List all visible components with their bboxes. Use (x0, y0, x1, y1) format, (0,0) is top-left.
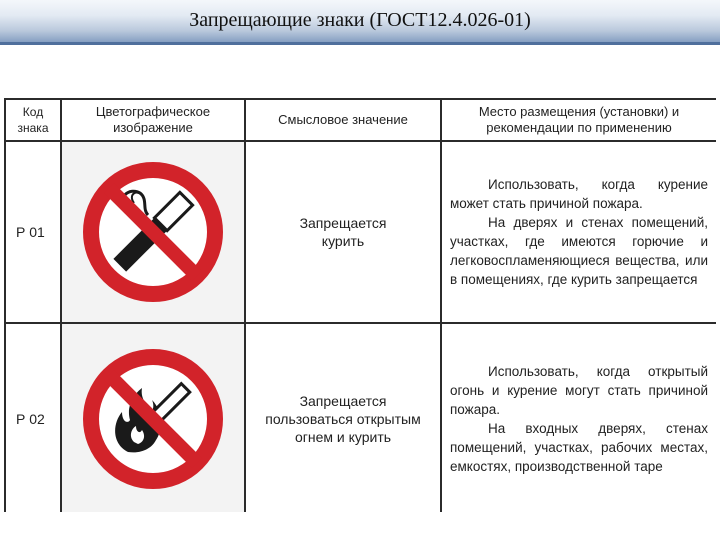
table-row (5, 323, 716, 512)
sign-code: Р 02 (5, 323, 61, 512)
no-open-flame-no-smoking-sign-icon (78, 344, 228, 494)
sign-placement-recommendation: Использовать, когда открытый огонь и курение могут стать причиной пожара. На входных дверях, стенах помещений, участках, рабочих местах, емкостях, производственной таре (441, 323, 716, 512)
header-place: Место размещения (установки) и рекомендации по применению (441, 99, 716, 141)
prohibition-signs-table (4, 98, 716, 512)
table-row (5, 141, 716, 323)
header-meaning: Смысловое значение (245, 99, 441, 141)
slide-title: Запрещающие знаки (ГОСТ12.4.026-01) (189, 9, 531, 31)
sign-meaning: Запрещается курить (245, 141, 441, 323)
signs-table-container (4, 98, 716, 512)
sign-meaning: Запрещается пользоваться открытым огнем и курить (245, 323, 441, 512)
header-image: Цветографическое изображение (61, 99, 245, 141)
sign-image-cell (61, 323, 245, 512)
table-header-row (5, 99, 716, 141)
no-smoking-sign-icon (78, 157, 228, 307)
title-bar-divider (0, 42, 720, 45)
header-code: Код знака (5, 99, 61, 141)
sign-code: Р 01 (5, 141, 61, 323)
sign-placement-recommendation: Использовать, когда курение может стать причиной пожара. На дверях и стенах помещений, участках, где имеются горючие и легковоспламеняющиеся вещества, или в помещениях, где курить запрещается (441, 141, 716, 323)
sign-image-cell (61, 141, 245, 323)
